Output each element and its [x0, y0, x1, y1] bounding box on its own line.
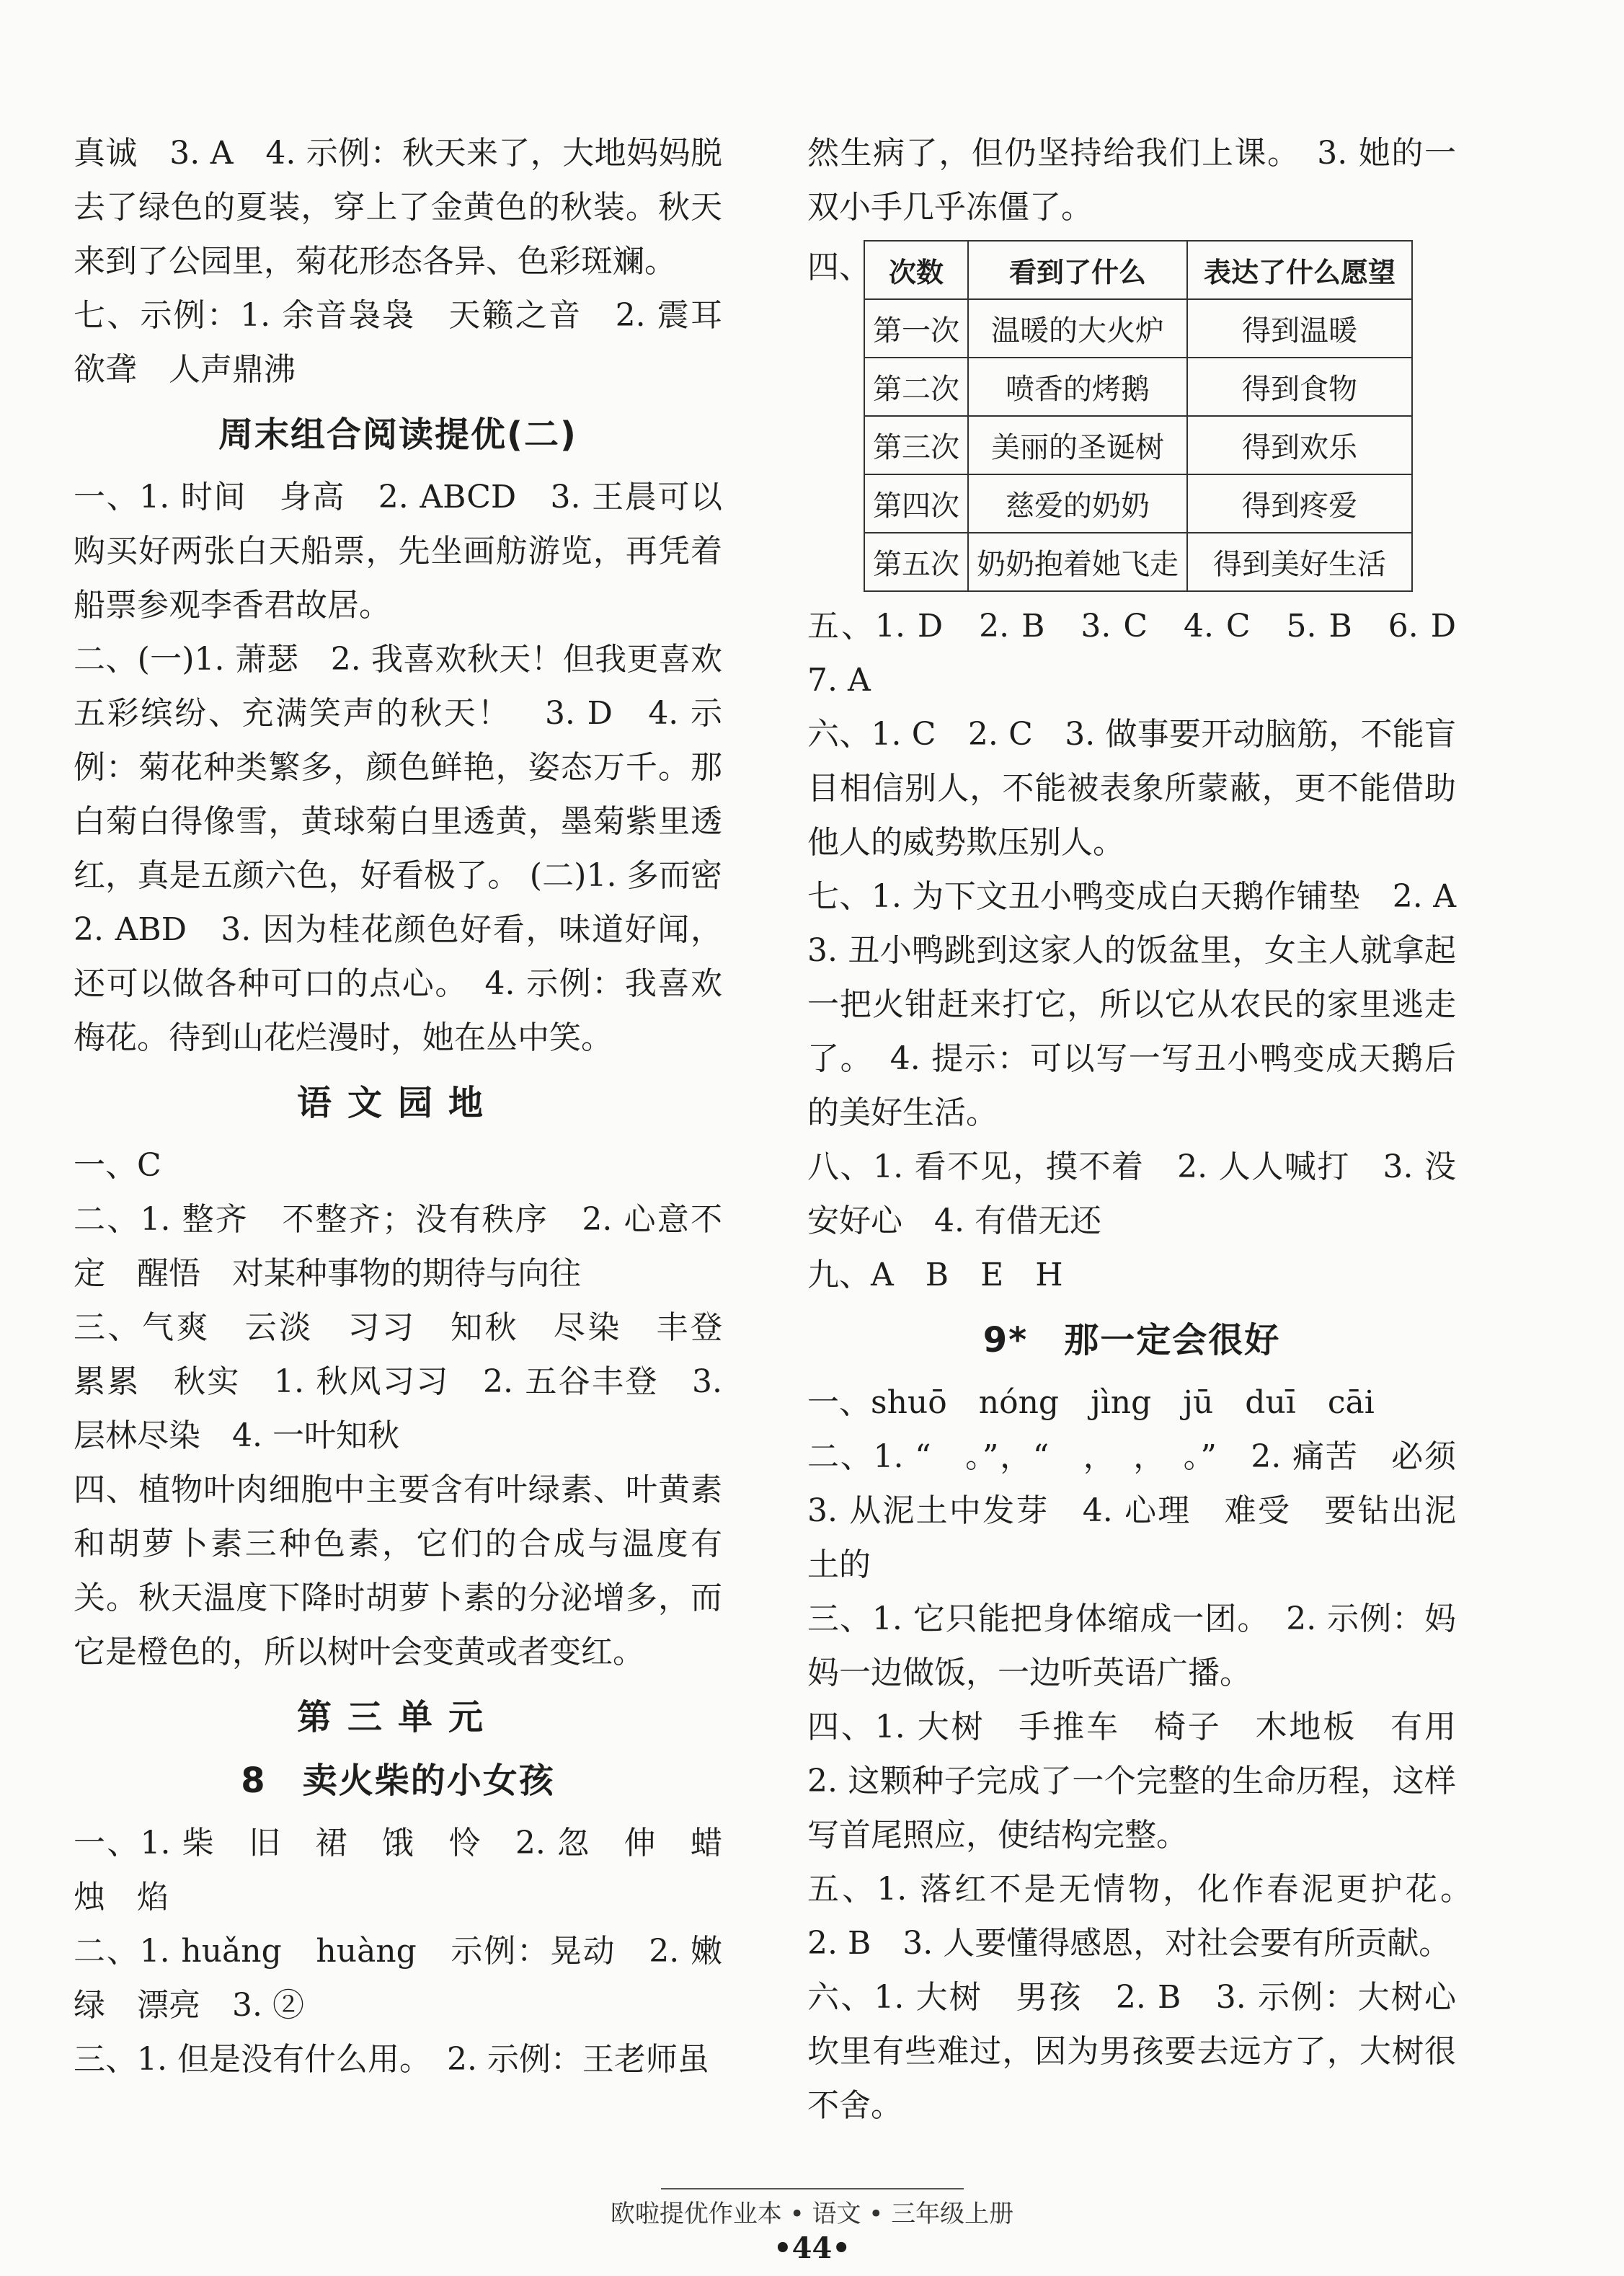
table-cell: 得到疼爱 [1187, 474, 1412, 533]
lesson-heading-8: 8 卖火柴的小女孩 [241, 1761, 555, 1801]
answer-paragraph: 三、1. 但是没有什么用。 2. 示例：王老师虽 [74, 2041, 709, 2078]
answer-paragraph: 七、示例：1. 余音袅袅 天籁之音 2. 震耳欲聋 人声鼎沸 [74, 297, 722, 388]
table-header-cell: 看到了什么 [968, 241, 1187, 299]
table-row [864, 358, 1412, 416]
answer-paragraph: 一、1. 时间 身高 2. ABCD 3. 王晨可以购买好两张白天船票，先坐画舫游览，再凭着船票参观李香君故居。 [74, 479, 722, 624]
section-heading-weekend-reading: 周末组合阅读提优(二) [218, 415, 577, 455]
answer-paragraph: 二、1. “ 。”，“ ， ， 。” 2. 痛苦 必须 3. 从泥土中发芽 4. 心理 难受 要钻出泥土的 [807, 1438, 1488, 1583]
table-cell: 奶奶抱着她飞走 [968, 533, 1187, 591]
section-heading-chinese-garden: 语文园地 [296, 1083, 499, 1123]
table-cell: 得到美好生活 [1187, 533, 1412, 591]
answer-paragraph: 一、1. 柴 旧 裙 饿 怜 2. 忽 伸 蜡 烛 焰 [74, 1825, 754, 1916]
table-cell: 得到欢乐 [1187, 416, 1412, 474]
answer-paragraph: 一、shuō nóng jìng jū duī cāi [807, 1384, 1375, 1421]
table-cell: 美丽的圣诞树 [968, 416, 1187, 474]
answer-paragraph: 九、A B E H [807, 1257, 1063, 1293]
table-question-label: 四、 [807, 249, 871, 285]
answer-paragraph: 真诚 3. A 4. 示例：秋天来了，大地妈妈脱去了绿色的夏装，穿上了金黄色的秋装。秋天来到了公园里，菊花形态各异、色彩斑斓。 [74, 135, 722, 280]
wishes-table [864, 240, 1413, 592]
answer-paragraph: 七、1. 为下文丑小鸭变成白天鹅作铺垫 2. A 3. 丑小鸭跳到这家人的饭盆里，女主人就拿起一把火钳赶来打它，所以它从农民的家里逃走了。 4. 提示：可以写一写丑小鸭变成天鹅后的美好生活。 [807, 878, 1488, 1131]
footer-rule [661, 2188, 964, 2189]
table-row [864, 533, 1412, 591]
table-row [864, 299, 1412, 358]
answer-table-block [807, 240, 1456, 592]
answer-paragraph: 四、植物叶肉细胞中主要含有叶绿素、叶黄素和胡萝卜素三种色素，它们的合成与温度有关。秋天温度下降时胡萝卜素的分泌增多，而它是橙色的，所以树叶会变黄或者变红。 [74, 1471, 722, 1670]
table-cell: 温暖的大火炉 [968, 299, 1187, 358]
answer-paragraph: 五、1. D 2. B 3. C 4. C 5. B 6. D 7. A [807, 608, 1488, 699]
left-column [74, 126, 754, 2086]
table-header-cell: 次数 [864, 241, 968, 299]
table-header-row [864, 241, 1412, 299]
answer-paragraph: 八、1. 看不见，摸不着 2. 人人喊打 3. 没安好心 4. 有借无还 [807, 1148, 1456, 1239]
table-cell: 得到食物 [1187, 358, 1412, 416]
answer-paragraph: 六、1. C 2. C 3. 做事要开动脑筋，不能盲目相信别人，不能被表象所蒙蔽，更不能借助他人的威势欺压别人。 [807, 716, 1456, 861]
answer-paragraph: 三、1. 它只能把身体缩成一团。 2. 示例：妈妈一边做饭，一边听英语广播。 [807, 1600, 1456, 1691]
table-cell: 第一次 [864, 299, 968, 358]
table-cell: 第二次 [864, 358, 968, 416]
page-number: •44• [773, 2231, 851, 2265]
answer-paragraph: 三、气爽 云淡 习习 知秋 尽染 丰登 累累 秋实 1. 秋风习习 2. 五谷丰登 3. 层林尽染 4. 一叶知秋 [74, 1309, 754, 1454]
answer-paragraph: 然生病了，但仍坚持给我们上课。 3. 她的一双小手几乎冻僵了。 [807, 135, 1456, 226]
answer-paragraph: 五、1. 落红不是无情物，化作春泥更护花。 2. B 3. 人要懂得感恩，对社会要有所贡献。 [807, 1871, 1488, 1962]
table-row [864, 474, 1412, 533]
answer-paragraph: 六、1. 大树 男孩 2. B 3. 示例：大树心坎里有些难过，因为男孩要去远方了，大树很不舍。 [807, 1979, 1456, 2124]
table-cell: 喷香的烤鹅 [968, 358, 1187, 416]
table-row [864, 416, 1412, 474]
answer-paragraph: 二、(一)1. 萧瑟 2. 我喜欢秋天！但我更喜欢五彩缤纷、充满笑声的秋天！ 3. D 4. 示例：菊花种类繁多，颜色鲜艳，姿态万千。那白菊白得像雪，黄球菊白里透黄，墨菊紫里透红，真是五颜六色，好看极了。 (二)1. 多而密 2. ABD 3. 因为桂花颜色好看，味道好闻，还可以做各种可口的点心。 4. 示例：我喜欢梅花。待到山花烂漫时，她在丛中笑。 [74, 641, 754, 1056]
right-column [807, 126, 1488, 2133]
table-cell: 第三次 [864, 416, 968, 474]
table-cell: 慈爱的奶奶 [968, 474, 1187, 533]
table-cell: 得到温暖 [1187, 299, 1412, 358]
lesson-heading-9: 9* 那一定会很好 [982, 1320, 1281, 1360]
table-header-cell: 表达了什么愿望 [1187, 241, 1412, 299]
footer-text: 欧啦提优作业本 • 语文 • 三年级上册 [610, 2200, 1014, 2228]
answer-paragraph: 四、1. 大树 手推车 椅子 木地板 有用 2. 这颗种子完成了一个完整的生命历程，这样写首尾照应，使结构完整。 [807, 1709, 1488, 1854]
table-cell: 第四次 [864, 474, 968, 533]
unit-heading: 第三单元 [296, 1697, 499, 1737]
answer-paragraph: 二、1. huǎng huàng 示例：晃动 2. 嫩绿 漂亮 3. ② [74, 1933, 722, 2024]
footer-book-title [0, 2188, 1624, 2229]
table-cell: 第五次 [864, 533, 968, 591]
answer-paragraph: 二、1. 整齐 不整齐；没有秩序 2. 心意不定 醒悟 对某种事物的期待与向往 [74, 1201, 722, 1292]
answer-paragraph: 一、C [74, 1147, 161, 1184]
